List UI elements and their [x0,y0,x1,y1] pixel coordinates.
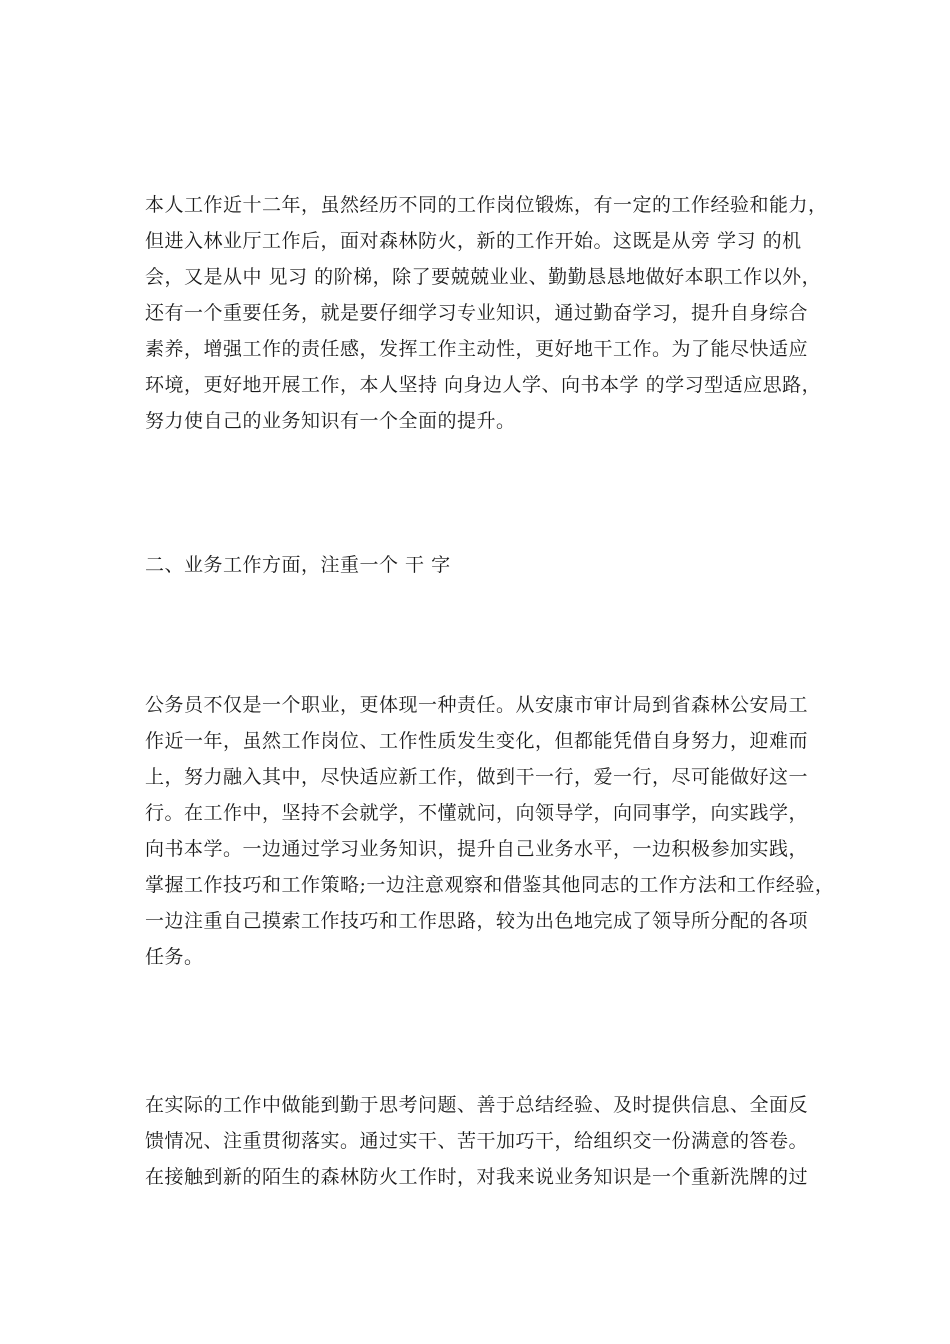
paragraph-line: 在实际的工作中做能到勤于思考问题、善于总结经验、及时提供信息、全面反 [145,1094,809,1116]
paragraph-line: 本人工作近十二年，虽然经历不同的工作岗位锻炼，有一定的工作经验和能力， [145,194,828,216]
paragraph-line: 环境，更好地开展工作，本人坚持 向身边人学、向书本学 的学习型适应思路， [145,374,822,396]
section-heading [145,547,825,583]
paragraph-line: 上，努力融入其中，尽快适应新工作，做到干一行，爱一行，尽可能做好这一 [145,766,809,788]
paragraph-practice [145,1087,825,1195]
paragraph-line: 一边注重自己摸索工作技巧和工作思路，较为出色地完成了领导所分配的各项 [145,910,809,932]
paragraph-line: 努力使自己的业务知识有一个全面的提升。 [145,410,516,432]
paragraph-line: 会，又是从中 见习 的阶梯，除了要兢兢业业、勤勤恳恳地做好本职工作以外， [145,266,822,288]
paragraph-line: 公务员不仅是一个职业，更体现一种责任。从安康市审计局到省森林公安局工 [145,694,809,716]
paragraph-line: 还有一个重要任务，就是要仔细学习专业知识，通过勤奋学习，提升自身综合 [145,302,809,324]
paragraph-line: 馈情况、注重贯彻落实。通过实干、苦干加巧干，给组织交一份满意的答卷。 [145,1130,809,1152]
paragraph-civil-servant [145,687,835,975]
paragraph-line: 在接触到新的陌生的森林防火工作时，对我来说业务知识是一个重新洗牌的过 [145,1166,809,1188]
paragraph-line: 行。在工作中，坚持不会就学，不懂就问，向领导学，向同事学，向实践学， [145,802,809,824]
paragraph-line: 但进入林业厅工作后，面对森林防火，新的工作开始。这既是从旁 学习 的机 [145,230,802,252]
paragraph-intro [145,187,828,439]
paragraph-line: 作近一年，虽然工作岗位、工作性质发生变化，但都能凭借自身努力，迎难而 [145,730,809,752]
section-heading-text: 二、业务工作方面，注重一个 干 字 [145,554,451,576]
paragraph-line: 掌握工作技巧和工作策略;一边注意观察和借鉴其他同志的工作方法和工作经验， [145,874,835,896]
paragraph-line: 素养，增强工作的责任感，发挥工作主动性，更好地干工作。为了能尽快适应 [145,338,809,360]
paragraph-line: 任务。 [145,946,204,968]
paragraph-line: 向书本学。一边通过学习业务知识，提升自己业务水平，一边积极参加实践， [145,838,809,860]
